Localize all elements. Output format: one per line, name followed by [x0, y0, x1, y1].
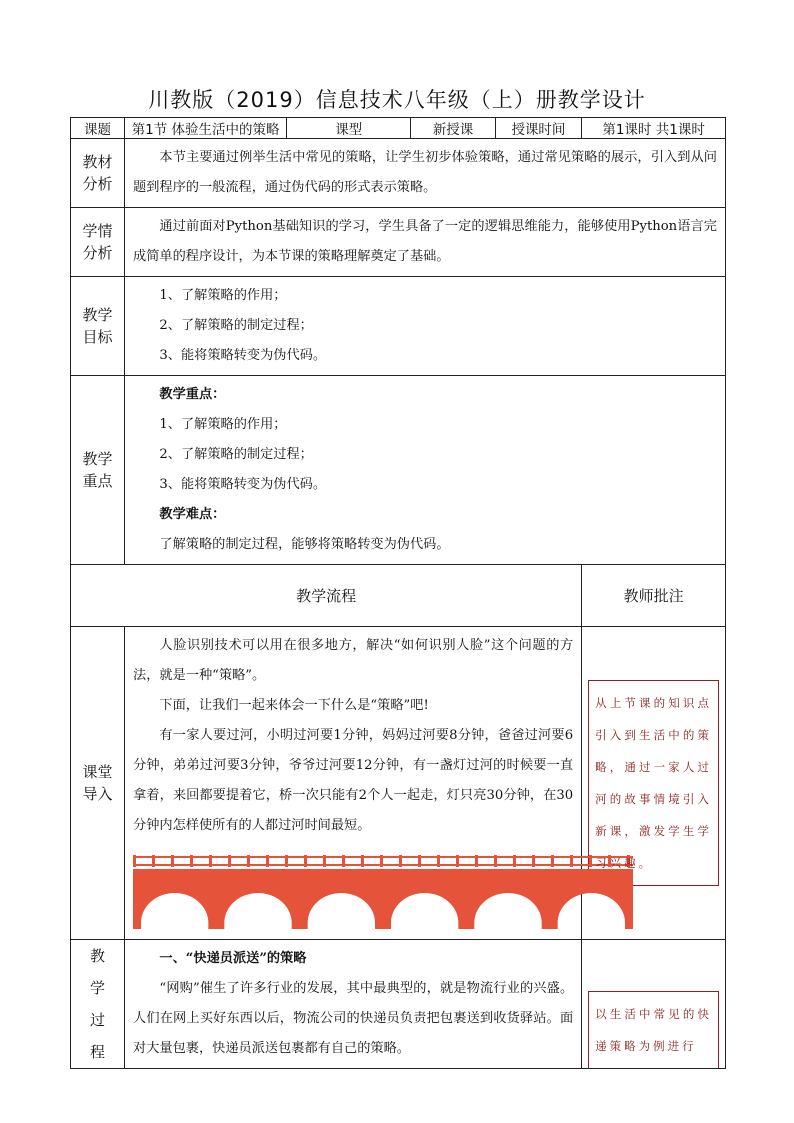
process-label-char: 程 — [90, 1043, 106, 1061]
time-value: 第1课时 共1课时 — [582, 118, 726, 139]
goal-item: 3、能将策略转变为伪代码。 — [159, 348, 327, 363]
intro-paragraph: 有一家人要过河，小明过河要1分钟，妈妈过河要8分钟，爸爸过河要6分钟，弟弟过河要3分钟，爷爷过河要12分钟，有一盏灯过河的时候要一直拿着，来回都要提着它，桥一次只能有2个人一起走，灯只亮30分钟，在30分钟内怎样使所有的人都过河时间最短。 — [133, 728, 574, 833]
railing-post — [228, 855, 231, 867]
goals-content — [125, 277, 726, 376]
goals-label — [71, 277, 125, 376]
goals-row — [71, 277, 726, 376]
key-point-item: 3、能将策略转变为伪代码。 — [159, 477, 327, 492]
time-label: 授课时间 — [495, 118, 581, 139]
focus-content — [125, 376, 726, 565]
material-label-line1: 教材 — [82, 153, 113, 171]
intro-content — [125, 627, 582, 940]
focus-row — [71, 376, 726, 565]
intro-paragraph: 下面，让我们一起来体会一下什么是“策略”吧! — [159, 698, 429, 713]
railing-post — [323, 855, 326, 867]
railing-post — [589, 855, 592, 867]
railing-post — [133, 855, 136, 867]
railing-post — [570, 855, 573, 867]
railing-post — [551, 855, 554, 867]
intro-row — [71, 627, 726, 940]
student-label — [71, 208, 125, 277]
railing-post — [342, 855, 345, 867]
student-label-line1: 学情 — [82, 222, 113, 240]
railing-post — [494, 855, 497, 867]
railing-post — [418, 855, 421, 867]
key-point-item: 2、了解策略的制定过程； — [159, 447, 313, 462]
process-teacher-note: 以生活中常见的快递策略为例进行 — [588, 991, 719, 1068]
flow-label: 教学流程 — [71, 565, 582, 627]
key-point-item: 1、了解策略的作用； — [159, 417, 287, 432]
difficulty-title: 教学难点： — [159, 507, 226, 522]
material-row — [71, 139, 726, 208]
lesson-plan-table — [70, 117, 726, 1069]
railing-post — [513, 855, 516, 867]
student-label-line2: 分析 — [82, 244, 113, 262]
goal-item: 1、了解策略的作用； — [159, 288, 287, 303]
material-text: 本节主要通过例举生活中常见的策略，让学生初步体验策略，通过常见策略的展示，引入到从问题到程序的一般流程，通过伪代码的形式表示策略。 — [133, 150, 717, 195]
type-value: 新授课 — [411, 118, 495, 139]
key-points-title: 教学重点： — [159, 387, 226, 402]
document-title: 川教版（2019）信息技术八年级（上）册教学设计 — [148, 88, 646, 112]
process-label-char: 学 — [90, 979, 106, 997]
bridge-arches — [133, 869, 633, 929]
difficulty-text: 了解策略的制定过程，能够将策略转变为伪代码。 — [159, 537, 450, 552]
focus-label-line2: 重点 — [82, 472, 113, 490]
railing-post — [266, 855, 269, 867]
process-label — [71, 940, 125, 1069]
intro-label-line2: 导入 — [82, 785, 113, 803]
topic-label: 课题 — [71, 118, 125, 139]
topic-value: 第1节 体验生活中的策略 — [125, 118, 287, 139]
bridge-illustration — [133, 853, 633, 929]
railing-post — [285, 855, 288, 867]
railing-post — [361, 855, 364, 867]
intro-label-line1: 课堂 — [82, 763, 113, 781]
railing-post — [456, 855, 459, 867]
railing-post — [380, 855, 383, 867]
railing-post — [399, 855, 402, 867]
student-content — [125, 208, 726, 277]
railing-post — [437, 855, 440, 867]
focus-label — [71, 376, 125, 565]
railing-post — [190, 855, 193, 867]
process-label-char: 过 — [90, 1011, 106, 1029]
goals-label-line2: 目标 — [82, 328, 113, 346]
material-content — [125, 139, 726, 208]
process-heading: 一、“快递员派送”的策略 — [159, 951, 307, 966]
focus-label-line1: 教学 — [82, 450, 113, 468]
intro-teacher-note: 从上节课的知识点引入到生活中的策略，通过一家人过河的故事情境引入新课，激发学生学习兴趣。 — [588, 680, 719, 886]
type-label: 课型 — [287, 118, 411, 139]
material-label-line2: 分析 — [82, 175, 113, 193]
student-row — [71, 208, 726, 277]
material-label — [71, 139, 125, 208]
process-label-char: 教 — [90, 947, 106, 965]
intro-paragraph: 人脸识别技术可以用在很多地方，解决“如何识别人脸”这个问题的方法，就是一种“策略”。 — [133, 638, 574, 683]
railing-post — [532, 855, 535, 867]
intro-label — [71, 627, 125, 940]
header-row — [71, 118, 726, 139]
railing-post — [475, 855, 478, 867]
teacher-note-label: 教师批注 — [582, 565, 726, 627]
railing-post — [209, 855, 212, 867]
flow-header-row — [71, 565, 726, 627]
process-paragraph: “网购”催生了许多行业的发展，其中最典型的，就是物流行业的兴盛。人们在网上买好东西以后，物流公司的快递员负责把包裹送到收货驿站。面对大量包裹，快递员派送包裹都有自己的策略。 — [133, 981, 574, 1056]
railing-post — [247, 855, 250, 867]
railing-post — [304, 855, 307, 867]
process-note-cell — [582, 940, 726, 1069]
railing-post — [152, 855, 155, 867]
goal-item: 2、了解策略的制定过程； — [159, 318, 313, 333]
process-row — [71, 940, 726, 1069]
student-text: 通过前面对Python基础知识的学习，学生具备了一定的逻辑思维能力，能够使用Python语言完成简单的程序设计，为本节课的策略理解奠定了基础。 — [133, 219, 717, 264]
process-content — [125, 940, 582, 1069]
goals-label-line1: 教学 — [82, 306, 113, 324]
railing-post — [171, 855, 174, 867]
